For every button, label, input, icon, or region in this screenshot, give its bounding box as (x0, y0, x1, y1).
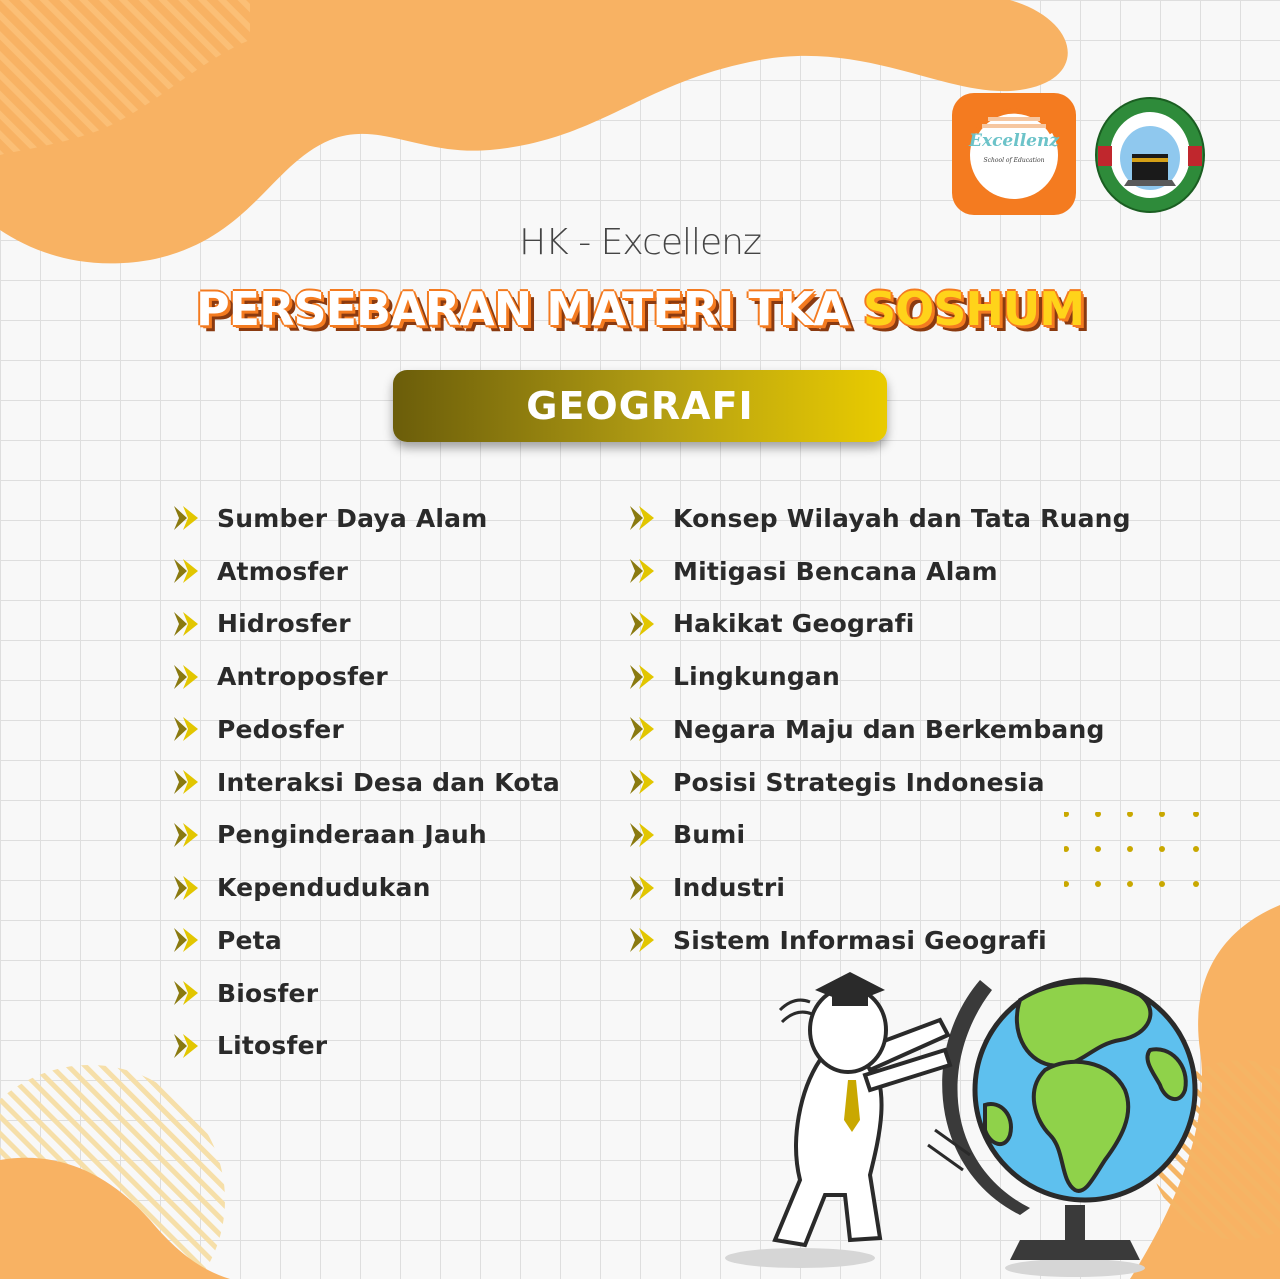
topic-item (172, 650, 560, 703)
topic-list-left (172, 492, 560, 1072)
bullet-arrow-icon (628, 611, 656, 637)
topic-label: Lingkungan (673, 662, 840, 692)
bullet-arrow-icon (172, 980, 200, 1006)
page-title-main: PERSEBARAN MATERI TKA (195, 282, 849, 336)
page-title-accent: SOSHUM (863, 282, 1085, 336)
bullet-arrow-icon (172, 716, 200, 742)
topic-label: Bumi (673, 820, 746, 850)
bullet-arrow-icon (172, 1033, 200, 1059)
subtitle: HK - Excellenz (519, 222, 761, 263)
topic-label: Negara Maju dan Berkembang (673, 714, 1105, 744)
topic-item (628, 756, 1131, 809)
bullet-arrow-icon (172, 558, 200, 584)
topic-item (172, 545, 560, 598)
topic-label: Industri (673, 873, 786, 903)
topic-item (172, 1020, 560, 1073)
topic-item (172, 598, 560, 651)
bullet-arrow-icon (628, 716, 656, 742)
subject-label: GEOGRAFI (526, 384, 754, 428)
bullet-arrow-icon (628, 505, 656, 531)
bullet-arrow-icon (172, 505, 200, 531)
topic-label: Atmosfer (217, 556, 349, 586)
topic-item (172, 914, 560, 967)
topic-item (172, 492, 560, 545)
topic-item (172, 967, 560, 1020)
topic-item (172, 703, 560, 756)
bullet-arrow-icon (628, 875, 656, 901)
subject-banner (393, 370, 887, 442)
topic-label: Konsep Wilayah dan Tata Ruang (673, 503, 1131, 533)
topic-label: Posisi Strategis Indonesia (673, 767, 1045, 797)
topic-label: Hakikat Geografi (673, 609, 915, 639)
topic-label: Litosfer (217, 1031, 328, 1061)
topic-label: Hidrosfer (217, 609, 351, 639)
bullet-arrow-icon (628, 664, 656, 690)
topic-label: Kependudukan (217, 873, 431, 903)
bullet-arrow-icon (172, 875, 200, 901)
excellenz-logo (952, 93, 1076, 215)
bullet-arrow-icon (628, 769, 656, 795)
topic-item (172, 809, 560, 862)
bullet-arrow-icon (172, 927, 200, 953)
topic-item (628, 545, 1131, 598)
bullet-arrow-icon (172, 769, 200, 795)
topic-label: Biosfer (217, 978, 319, 1008)
excellenz-logo-text: Excellenz (968, 131, 1059, 151)
topic-label: Sumber Daya Alam (217, 503, 488, 533)
topic-item (628, 650, 1131, 703)
topic-label: Pedosfer (217, 714, 344, 744)
topic-item (628, 809, 1131, 862)
topic-item (628, 861, 1131, 914)
topic-item (172, 756, 560, 809)
topic-item (628, 598, 1131, 651)
topic-item (172, 861, 560, 914)
topic-item (628, 703, 1131, 756)
bullet-arrow-icon (628, 822, 656, 848)
topic-label: Peta (217, 925, 282, 955)
bullet-arrow-icon (172, 611, 200, 637)
topic-label: Interaksi Desa dan Kota (217, 767, 560, 797)
dot-grid-decoration (1064, 812, 1204, 890)
topic-item (628, 492, 1131, 545)
excellenz-logo-tagline: School of Education (983, 157, 1045, 164)
student-globe-illustration (720, 940, 1280, 1279)
topic-label: Sistem Informasi Geografi (673, 925, 1047, 955)
topic-label: Mitigasi Bencana Alam (673, 556, 998, 586)
excellenz-logo-mark (952, 93, 1076, 215)
bullet-arrow-icon (628, 927, 656, 953)
bullet-arrow-icon (172, 664, 200, 690)
topic-list-right (628, 492, 1131, 967)
bullet-arrow-icon (628, 558, 656, 584)
bullet-arrow-icon (172, 822, 200, 848)
topic-label: Penginderaan Jauh (217, 820, 487, 850)
topic-label: Antroposfer (217, 662, 388, 692)
page-title (0, 282, 1280, 336)
school-emblem (1094, 96, 1206, 214)
